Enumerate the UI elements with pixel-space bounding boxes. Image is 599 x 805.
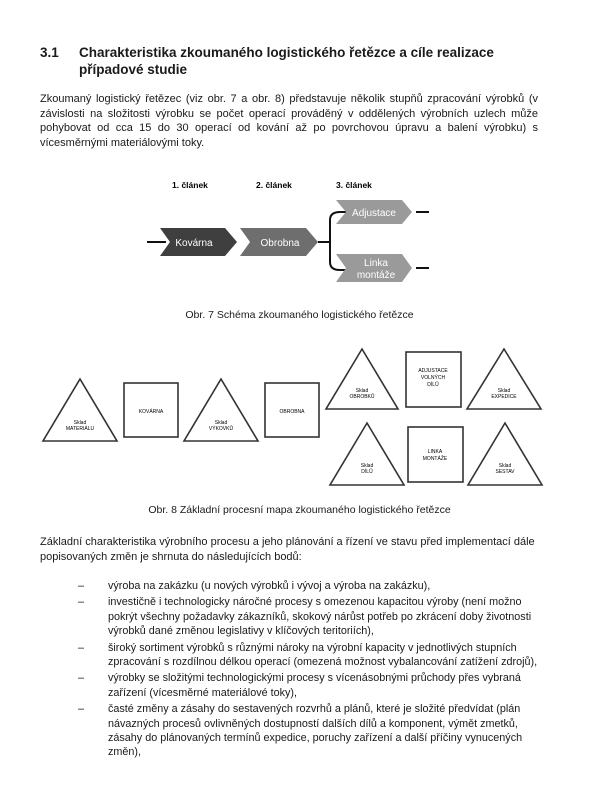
list-item bbox=[40, 595, 540, 638]
label-sklad-dilu-2: DÍLŮ bbox=[361, 469, 373, 475]
figure7-chain-diagram bbox=[0, 170, 599, 290]
label-adjustace-1: ADJUSTACE bbox=[418, 368, 448, 374]
list-item-text: výrobky se složitými technologickými procesy s vícenásobnými průchody přes vybraná zařízení (vícesměrné materiálové toky), bbox=[108, 672, 521, 699]
label-obrobna: OBROBNA bbox=[279, 409, 305, 415]
list-item bbox=[40, 641, 540, 670]
list-item-text: široký sortiment výrobků s různými nároky na výrobní kapacity v jednotlivých stupních zpracování s rozdílnou délkou operací (omezená možnost vybalancování zatížení zdrojů), bbox=[108, 641, 538, 669]
stage-label-3: 3. článek bbox=[336, 180, 372, 190]
label-sklad-expedice-2: EXPEDICE bbox=[491, 394, 517, 400]
list-item-text: výroba na zakázku (u nových výrobků i vývoj a výroba na zakázku), bbox=[108, 580, 431, 592]
label-sklad-sestav-2: SESTAV bbox=[495, 469, 515, 475]
section-title: Charakteristika zkoumaného logistického řetězce a cíle realizace případové studie bbox=[79, 45, 494, 77]
stage-label-2: 2. článek bbox=[256, 180, 292, 190]
node-obrobna-label: Obrobna bbox=[260, 238, 300, 249]
label-sklad-materialu-2: MATERIÁLU bbox=[65, 426, 95, 432]
bullet-dash: – bbox=[78, 672, 85, 685]
triangle-sklad-expedice bbox=[467, 349, 541, 409]
figure8-process-map bbox=[0, 343, 599, 493]
label-adjustace-2: VOLNÝCH bbox=[420, 375, 446, 381]
label-sklad-expedice-1: Sklad bbox=[497, 388, 511, 394]
stage-label-1: 1. článek bbox=[172, 180, 208, 190]
node-adjustace-label: Adjustace bbox=[352, 208, 396, 219]
node-linka-label-2: montáže bbox=[356, 270, 396, 281]
figure8-caption: Obr. 8 Základní procesní mapa zkoumaného logistického řetězce bbox=[148, 504, 451, 516]
bullet-dash: – bbox=[78, 641, 85, 654]
label-adjustace-3: DÍLŮ bbox=[427, 382, 439, 388]
list-item-text: investičně i technologicky náročné procesy s omezenou kapacitou výroby (není možno pokrýt všechny požadavky zákazníků, skokový nárůst potřeb po zkrácení doby životnosti výrobků dané změnou legislativy v klíčových teritoriích), bbox=[108, 596, 532, 638]
list-item bbox=[40, 671, 540, 700]
list-item bbox=[40, 579, 540, 593]
triangle-sklad-sestav bbox=[468, 423, 542, 485]
intro-paragraph: Zkoumaný logistický řetězec (viz obr. 7 a obr. 8) představuje několik stupňů zpracování výrobků (v závislosti na složitosti výrobku se počet operací prováděný v oddělených výrobních uzlech může pohybovat od cca 15 do 30 operací od kování až po povrchovou úpravu a balení výrobku) s vícesměrnými materiálovými toky. bbox=[40, 93, 538, 149]
list-item-text: časté změny a zásahy do sestavených rozvrhů a plánů, které je složité předvídat (plán návazných procesů ovlivněných dostupností dalších dílů a komponent, výmět zmetků, zásahy do plánovaných termínů expedice, poruchy zařízení a další příčiny vynucených změn), bbox=[108, 703, 523, 759]
bullet-dash: – bbox=[78, 596, 85, 609]
label-linka-montaze-1: LINKA bbox=[427, 449, 443, 455]
bullet-list bbox=[40, 579, 540, 762]
bullet-dash: – bbox=[78, 703, 85, 716]
label-sklad-obrobku-2: OBROBKŮ bbox=[349, 394, 375, 400]
label-sklad-obrobku-1: Sklad bbox=[355, 388, 369, 394]
section-number: 3.1 bbox=[40, 45, 59, 60]
node-linka-label-1: Linka bbox=[364, 258, 388, 269]
label-sklad-materialu-1: Sklad bbox=[73, 420, 87, 426]
list-item bbox=[40, 702, 540, 760]
label-sklad-vykovku-1: Sklad bbox=[214, 420, 228, 426]
summary-paragraph: Základní charakteristika výrobního procesu a jeho plánování a řízení ve stavu před implementací dále popisovaných změn je shrnuta do následujících bodů: bbox=[40, 536, 535, 563]
figure7-caption: Obr. 7 Schéma zkoumaného logistického řetězce bbox=[185, 309, 414, 321]
bullet-dash: – bbox=[78, 580, 85, 592]
label-sklad-dilu-1: Sklad bbox=[360, 463, 374, 469]
triangle-sklad-obrobku bbox=[326, 349, 398, 409]
label-kovarna: KOVÁRNA bbox=[138, 409, 164, 415]
triangle-sklad-dilu bbox=[330, 423, 404, 485]
label-linka-montaze-2: MONTÁŽE bbox=[422, 456, 448, 462]
label-sklad-vykovku-2: VÝKOVKŮ bbox=[208, 426, 234, 432]
label-sklad-sestav-1: Sklad bbox=[498, 463, 512, 469]
node-kovarna-label: Kovárna bbox=[175, 238, 213, 249]
